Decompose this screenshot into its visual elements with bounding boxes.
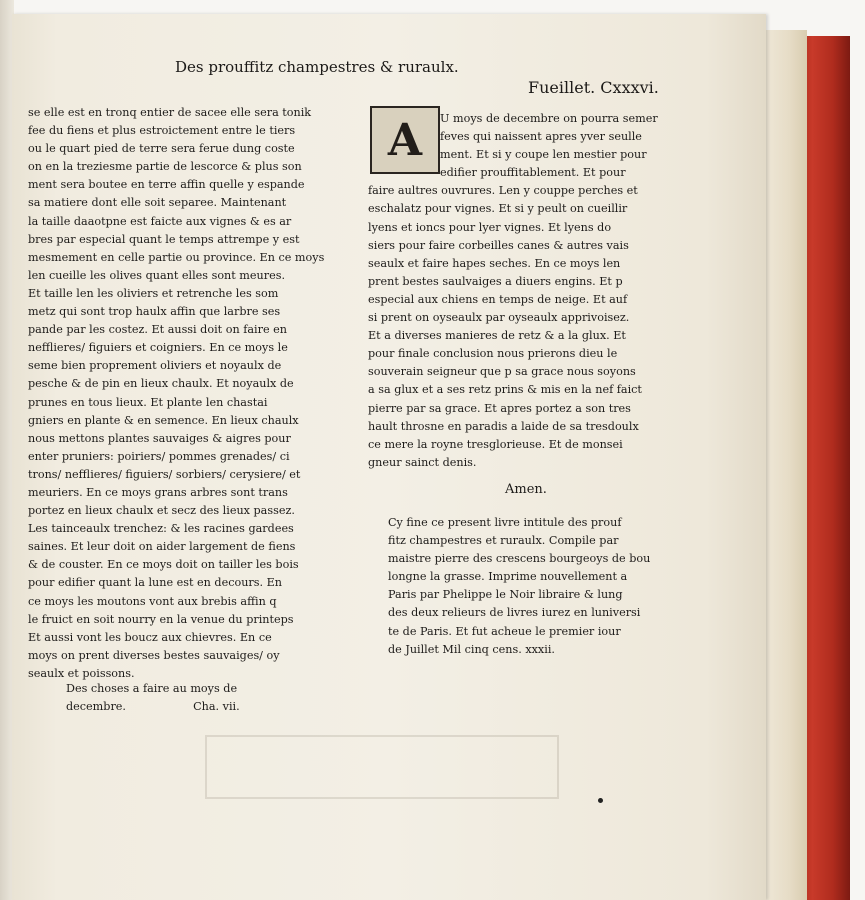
text-line: maistre pierre des crescens bourgeoys de bou xyxy=(388,552,651,566)
text-line: Les tainceaulx trenchez: & les racines gardees xyxy=(28,522,294,536)
text-line: enter pruniers: poiriers/ pommes grenades/ ci xyxy=(28,449,290,463)
text-line: gniers en plante & en semence. En lieux chaulx xyxy=(28,413,299,427)
text-line: Paris par Phelippe le Noir libraire & lung xyxy=(388,588,623,602)
text-line: ment sera boutee en terre affin quelle y espande xyxy=(28,178,305,192)
text-line: gneur sainct denis. xyxy=(368,455,477,469)
text-line: len cueille les olives quant elles sont meures. xyxy=(28,268,286,282)
text-line: edifier prouffitablement. Et pour xyxy=(440,166,626,180)
text-line: ment. Et si y coupe len mestier pour xyxy=(440,148,647,162)
text-line: especial aux chiens en temps de neige. Et auf xyxy=(368,292,628,306)
text-line: se elle est en tronq entier de sacee elle sera tonik xyxy=(28,106,312,119)
decorated-initial: A xyxy=(370,106,440,174)
text-line: prunes en tous lieux. Et plante len chastai xyxy=(28,395,268,409)
text-line: prent bestes saulvaiges a diuers engins. Et p xyxy=(368,274,623,288)
text-line: eschalatz pour vignes. Et si y peult on cueillir xyxy=(368,202,628,216)
text-line: sa matiere dont elle soit separee. Maintenant xyxy=(28,196,287,210)
text-line: seaulx et poissons. xyxy=(28,666,135,680)
text-line: souverain seigneur que p sa grace nous soyons xyxy=(368,365,636,379)
text-line: hault throsne en paradis a laide de sa tresdoulx xyxy=(368,419,639,433)
text-line: pierre par sa grace. Et apres portez a son tres xyxy=(368,401,631,415)
chapter-heading-line1: Des choses a faire au moys de xyxy=(66,682,238,695)
text-line: fee du fiens et plus estroictement entre le tiers xyxy=(28,124,296,138)
text-line: meuriers. En ce moys grans arbres sont trans xyxy=(28,485,288,499)
text-line: metz qui sont trop haulx affin que larbre ses xyxy=(28,305,281,319)
ink-dot xyxy=(598,798,603,803)
show-through-frame xyxy=(205,735,559,799)
text-line: siers pour faire corbeilles canes & autres vais xyxy=(368,238,629,252)
chapter-heading-line2 xyxy=(66,698,240,716)
text-line: pande par les costez. Et aussi doit on faire en xyxy=(28,323,287,337)
text-line: Cy fine ce present livre intitule des prouf xyxy=(388,516,622,529)
text-line: mesmement en celle partie ou province. En ce moys xyxy=(28,250,325,264)
text-line: ce mere la royne tresglorieuse. Et de monsei xyxy=(368,437,623,451)
text-line: on en la treziesme partie de lescorce & plus son xyxy=(28,160,302,174)
text-line: Et aussi vont les boucz aux chievres. En ce xyxy=(28,630,272,644)
text-line: la taille daaotpne est faicte aux vignes & es ar xyxy=(28,214,292,228)
chapter-month: decembre. xyxy=(66,700,126,713)
text-line: trons/ nefflieres/ figuiers/ sorbiers/ cerysiere/ et xyxy=(28,467,301,481)
page-edges xyxy=(762,30,807,900)
text-line: pour edifier quant la lune est en decours. En xyxy=(28,576,282,590)
text-line: bres par especial quant le temps attrempe y est xyxy=(28,232,300,246)
text-line: Et a diverses manieres de retz & a la glux. Et xyxy=(368,329,626,343)
text-line: des deux relieurs de livres iurez en luniversi xyxy=(388,606,641,620)
text-line: faire aultres ouvrures. Len y couppe perches et xyxy=(368,184,638,198)
colophon xyxy=(388,514,688,659)
text-line: nous mettons plantes sauvaiges & aigres pour xyxy=(28,431,291,445)
text-line: moys on prent diverses bestes sauvaiges/ oy xyxy=(28,648,280,662)
text-line: ou le quart pied de terre sera ferue dung coste xyxy=(28,142,295,156)
text-line: te de Paris. Et fut acheue le premier iour xyxy=(388,624,621,638)
text-line: fitz champestres et ruraulx. Compile par xyxy=(388,534,619,548)
text-line: seaulx et faire hapes seches. En ce moys len xyxy=(368,256,621,270)
text-line: si prent on oyseaulx par oyseaulx apprivoisez. xyxy=(368,311,630,325)
text-line: Et taille len les oliviers et retrenche les som xyxy=(28,286,279,300)
left-column xyxy=(28,104,350,683)
text-line: U moys de decembre on pourra semer xyxy=(440,112,658,125)
text-line: longne la grasse. Imprime nouvellement a xyxy=(388,570,628,584)
text-line: pesche & de pin en lieux chaulx. Et noyaulx de xyxy=(28,377,294,391)
text-line: le fruict en soit nourry en la venue du printeps xyxy=(28,612,294,626)
running-head: Des prouffitz champestres & ruraulx. xyxy=(175,58,459,76)
text-line: seme bien proprement oliviers et noyaulx de xyxy=(28,359,282,373)
text-line: pour finale conclusion nous prierons dieu le xyxy=(368,347,618,361)
folio-number: Fueillet. Cxxxvi. xyxy=(528,78,659,97)
text-line: feves qui naissent apres yver seulle xyxy=(440,130,642,144)
text-line: ce moys les moutons vont aux brebis affin q xyxy=(28,594,277,608)
text-line: a sa glux et a ses retz prins & mis en la nef faict xyxy=(368,383,642,397)
text-line: lyens et ioncs pour lyer vignes. Et lyens do xyxy=(368,220,612,234)
chapter-number: Cha. vii. xyxy=(193,700,240,713)
text-line: & de couster. En ce moys doit on tailler les bois xyxy=(28,558,299,572)
right-column xyxy=(368,110,686,472)
text-line: de Juillet Mil cinq cens. xxxii. xyxy=(388,642,555,656)
amen-line: Amen. xyxy=(505,482,547,497)
text-line: portez en lieux chaulx et secz des lieux passez. xyxy=(28,504,295,518)
chapter-heading xyxy=(66,680,240,716)
text-line: nefflieres/ figuiers et coigniers. En ce moys le xyxy=(28,341,288,355)
text-line: saines. Et leur doit on aider largement de fiens xyxy=(28,540,296,554)
